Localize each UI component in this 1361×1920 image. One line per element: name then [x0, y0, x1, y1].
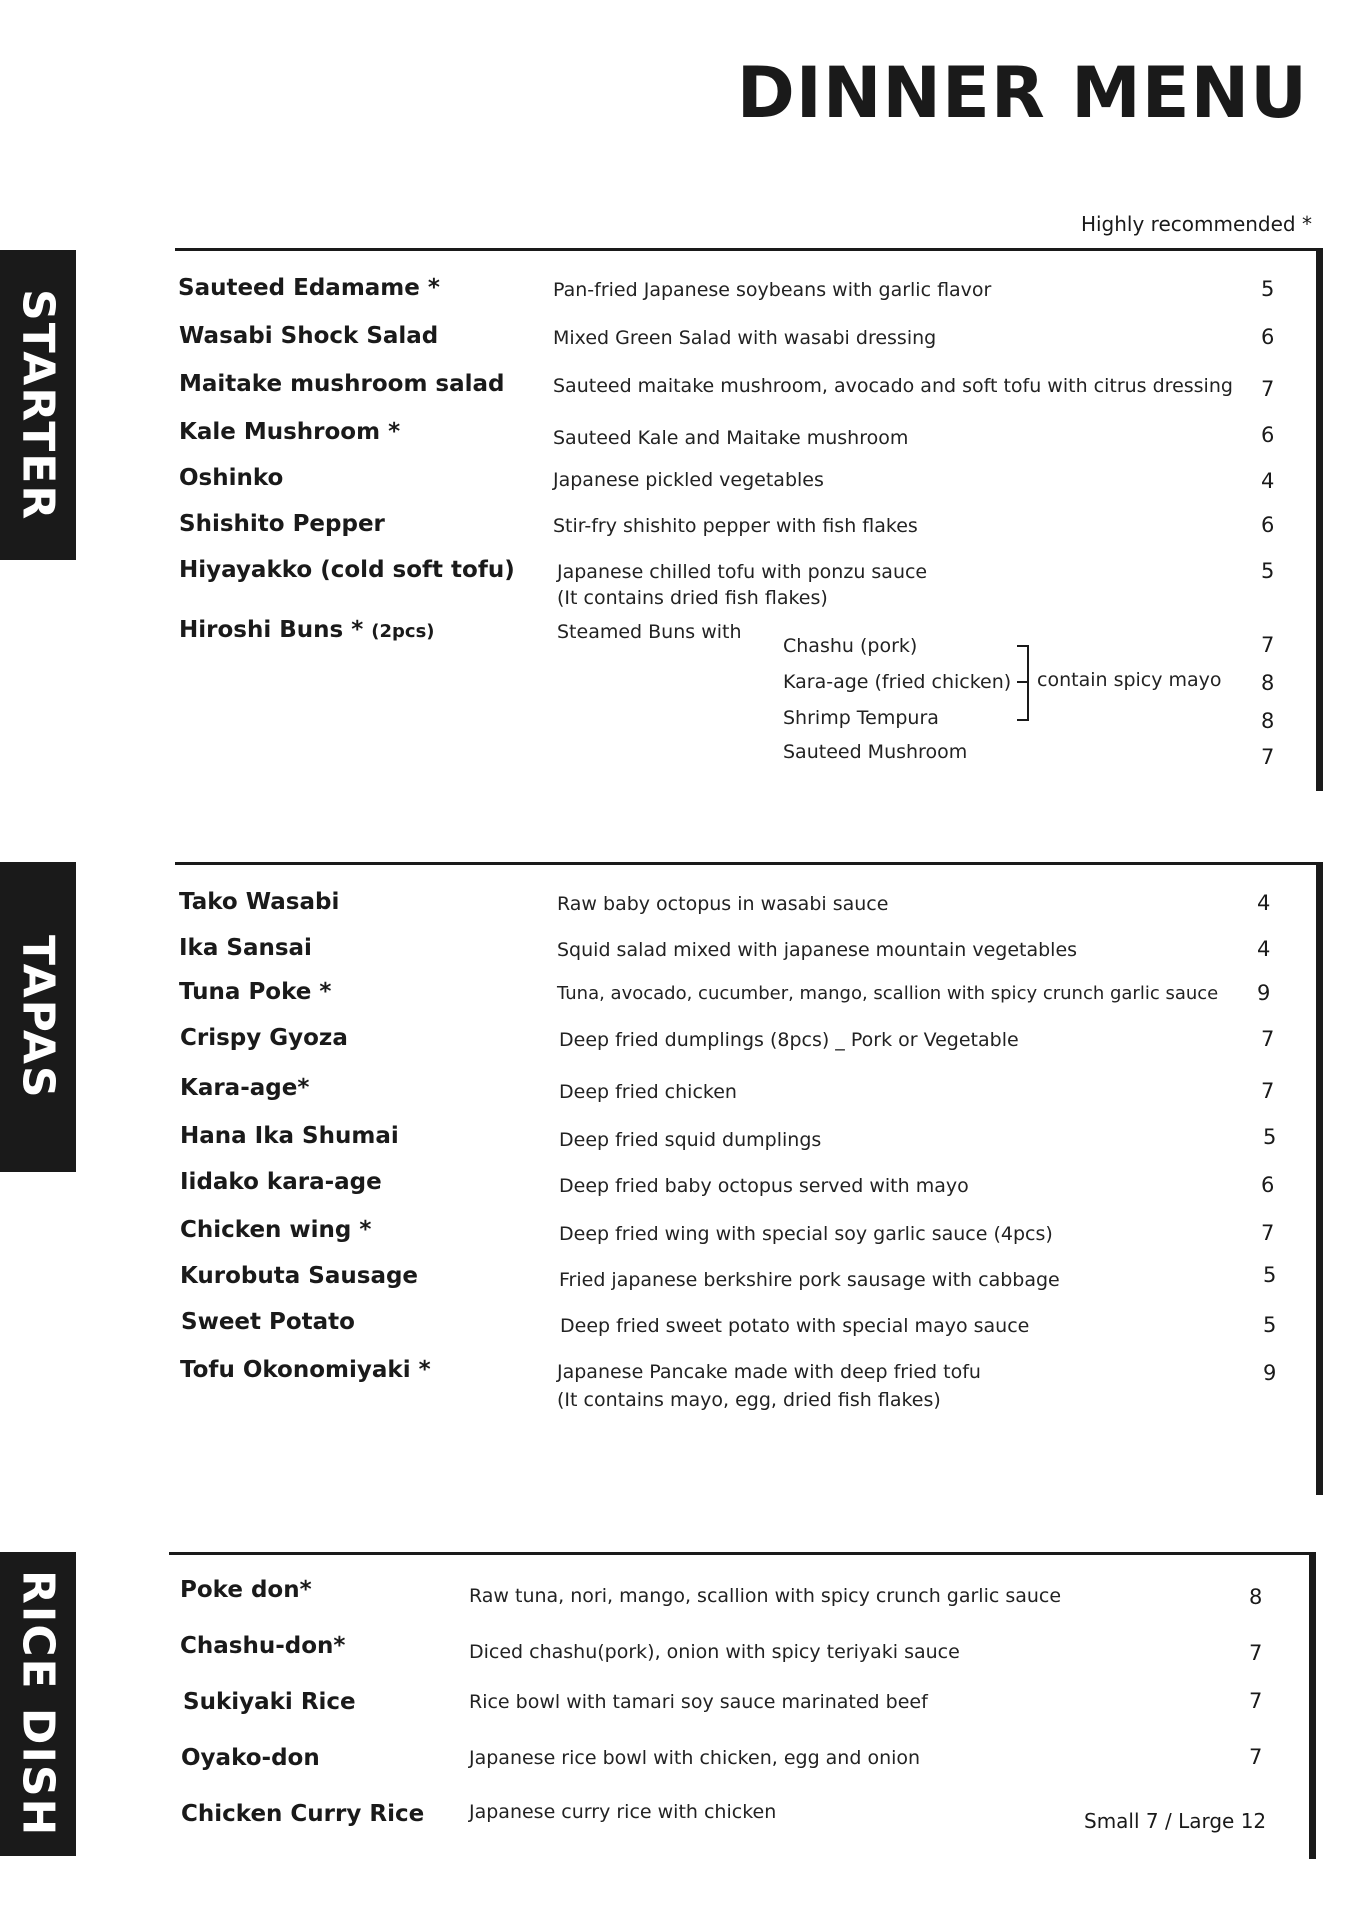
dish-description: Mixed Green Salad with wasabi dressing [553, 327, 937, 349]
dish-price: 7 [1261, 1221, 1275, 1245]
dish-price: 5 [1263, 1125, 1277, 1149]
bun-price: 8 [1261, 671, 1275, 695]
dish-description-note: (It contains mayo, egg, dried fish flakes) [557, 1389, 941, 1411]
dish-name: Oyako-don [181, 1745, 320, 1771]
dish-price: 5 [1261, 559, 1275, 583]
bun-option: Sauteed Mushroom [783, 741, 968, 763]
dish-description: Raw tuna, nori, mango, scallion with spicy crunch garlic sauce [469, 1585, 1062, 1607]
dish-description: Steamed Buns with [557, 621, 742, 643]
bun-price: 7 [1261, 633, 1275, 657]
dish-price: 6 [1261, 325, 1275, 349]
dish-name: Crispy Gyoza [180, 1025, 348, 1051]
section-right-bar [1309, 1555, 1316, 1859]
tab-rice-dish [0, 1552, 76, 1856]
dish-price: 5 [1261, 277, 1275, 301]
dish-description: Tuna, avocado, cucumber, mango, scallion with spicy crunch garlic sauce [557, 983, 1219, 1004]
dish-price: 6 [1261, 513, 1275, 537]
dish-price: 8 [1249, 1585, 1263, 1609]
bun-option: Shrimp Tempura [783, 707, 939, 729]
dish-description: Squid salad mixed with japanese mountain vegetables [557, 939, 1078, 961]
dish-description: Japanese rice bowl with chicken, egg and onion [469, 1747, 921, 1769]
dish-price: 7 [1249, 1689, 1263, 1713]
dish-description: Deep fried baby octopus served with mayo [559, 1175, 969, 1197]
tab-tapas-label: TAPAS [12, 934, 64, 1100]
starter-section [175, 248, 1323, 791]
dish-description: Japanese curry rice with chicken [469, 1801, 777, 1823]
dish-description: Deep fried sweet potato with special mayo sauce [560, 1315, 1030, 1337]
dish-name: Tako Wasabi [179, 889, 340, 915]
bun-price: 8 [1261, 709, 1275, 733]
dish-description-note: (It contains dried fish flakes) [557, 587, 828, 609]
bun-price: 7 [1261, 745, 1275, 769]
dish-price: 5 [1263, 1263, 1277, 1287]
dish-description: Raw baby octopus in wasabi sauce [557, 893, 889, 915]
dish-price: 7 [1261, 377, 1275, 401]
dish-description: Sauteed maitake mushroom, avocado and soft tofu with citrus dressing [553, 375, 1233, 397]
dish-name: Sweet Potato [181, 1309, 355, 1335]
dish-description: Deep fried dumplings (8pcs) _ Pork or Vegetable [559, 1029, 1019, 1051]
dish-name: Shishito Pepper [179, 511, 385, 537]
dish-price: 5 [1263, 1313, 1277, 1337]
dish-name: Hana Ika Shumai [180, 1123, 399, 1149]
dish-name: Ika Sansai [179, 935, 312, 961]
dish-description: Stir-fry shishito pepper with fish flakes [553, 515, 918, 537]
dish-name: Hiyayakko (cold soft tofu) [179, 557, 515, 583]
dish-price: 4 [1257, 937, 1271, 961]
dish-description: Deep fried squid dumplings [559, 1129, 822, 1151]
dish-price: 7 [1261, 1027, 1275, 1051]
bun-option: Kara-age (fried chicken) [783, 671, 1012, 693]
tab-rice-dish-label: RICE DISH [12, 1570, 64, 1838]
tab-starter [0, 250, 76, 560]
dish-price: 9 [1263, 1361, 1277, 1385]
dish-price: 6 [1261, 1173, 1275, 1197]
section-right-bar [1316, 865, 1323, 1495]
tapas-section [175, 862, 1323, 1495]
dish-price: Small 7 / Large 12 [1084, 1809, 1267, 1833]
bracket-tick [1017, 681, 1027, 683]
dish-name: Kale Mushroom * [179, 419, 401, 445]
dish-name: Kara-age* [180, 1075, 310, 1101]
dish-name: Chicken wing * [180, 1217, 372, 1243]
dish-name: Oshinko [179, 465, 284, 491]
dish-name: Kurobuta Sausage [180, 1263, 419, 1289]
dish-price: 4 [1257, 891, 1271, 915]
dish-description: Rice bowl with tamari soy sauce marinated beef [469, 1691, 928, 1713]
dish-price: 7 [1249, 1745, 1263, 1769]
section-right-bar [1316, 251, 1323, 791]
dish-name: Tuna Poke * [179, 979, 332, 1005]
dish-description: Deep fried wing with special soy garlic sauce (4pcs) [559, 1223, 1053, 1245]
dish-name: Iidako kara-age [180, 1169, 382, 1195]
dish-description: Japanese pickled vegetables [553, 469, 824, 491]
tab-starter-label: STARTER [12, 288, 64, 522]
rice-section [169, 1552, 1316, 1859]
recommended-legend: Highly recommended * [1080, 212, 1312, 236]
spicy-mayo-note: contain spicy mayo [1037, 669, 1222, 691]
dish-description: Sauteed Kale and Maitake mushroom [553, 427, 909, 449]
dish-name: Chicken Curry Rice [181, 1801, 425, 1827]
dish-price: 7 [1261, 1079, 1275, 1103]
dish-price: 9 [1257, 981, 1271, 1005]
dish-description: Diced chashu(pork), onion with spicy teriyaki sauce [469, 1641, 960, 1663]
dish-description: Japanese Pancake made with deep fried tofu [557, 1361, 981, 1383]
dish-name [179, 617, 435, 643]
dish-description: Deep fried chicken [559, 1081, 737, 1103]
dish-description: Fried japanese berkshire pork sausage with cabbage [559, 1269, 1060, 1291]
dish-name: Sauteed Edamame * [178, 275, 440, 301]
bun-option: Chashu (pork) [783, 635, 918, 657]
buns-name: Hiroshi Buns * [179, 617, 364, 643]
page-title: DINNER MENU [736, 52, 1308, 134]
dish-description: Pan-fried Japanese soybeans with garlic flavor [553, 279, 992, 301]
dish-name: Wasabi Shock Salad [179, 323, 439, 349]
dish-price: 7 [1249, 1641, 1263, 1665]
dish-name: Tofu Okonomiyaki * [180, 1357, 431, 1383]
buns-qty: (2pcs) [371, 621, 435, 642]
dish-name: Poke don* [180, 1577, 312, 1603]
tab-tapas [0, 862, 76, 1172]
dish-name: Maitake mushroom salad [179, 371, 505, 397]
dish-price: 6 [1261, 423, 1275, 447]
dish-price: 4 [1261, 469, 1275, 493]
dish-description: Japanese chilled tofu with ponzu sauce [557, 561, 928, 583]
dish-name: Sukiyaki Rice [183, 1689, 356, 1715]
dish-name: Chashu-don* [180, 1633, 346, 1659]
spicy-mayo-bracket [1017, 645, 1029, 721]
